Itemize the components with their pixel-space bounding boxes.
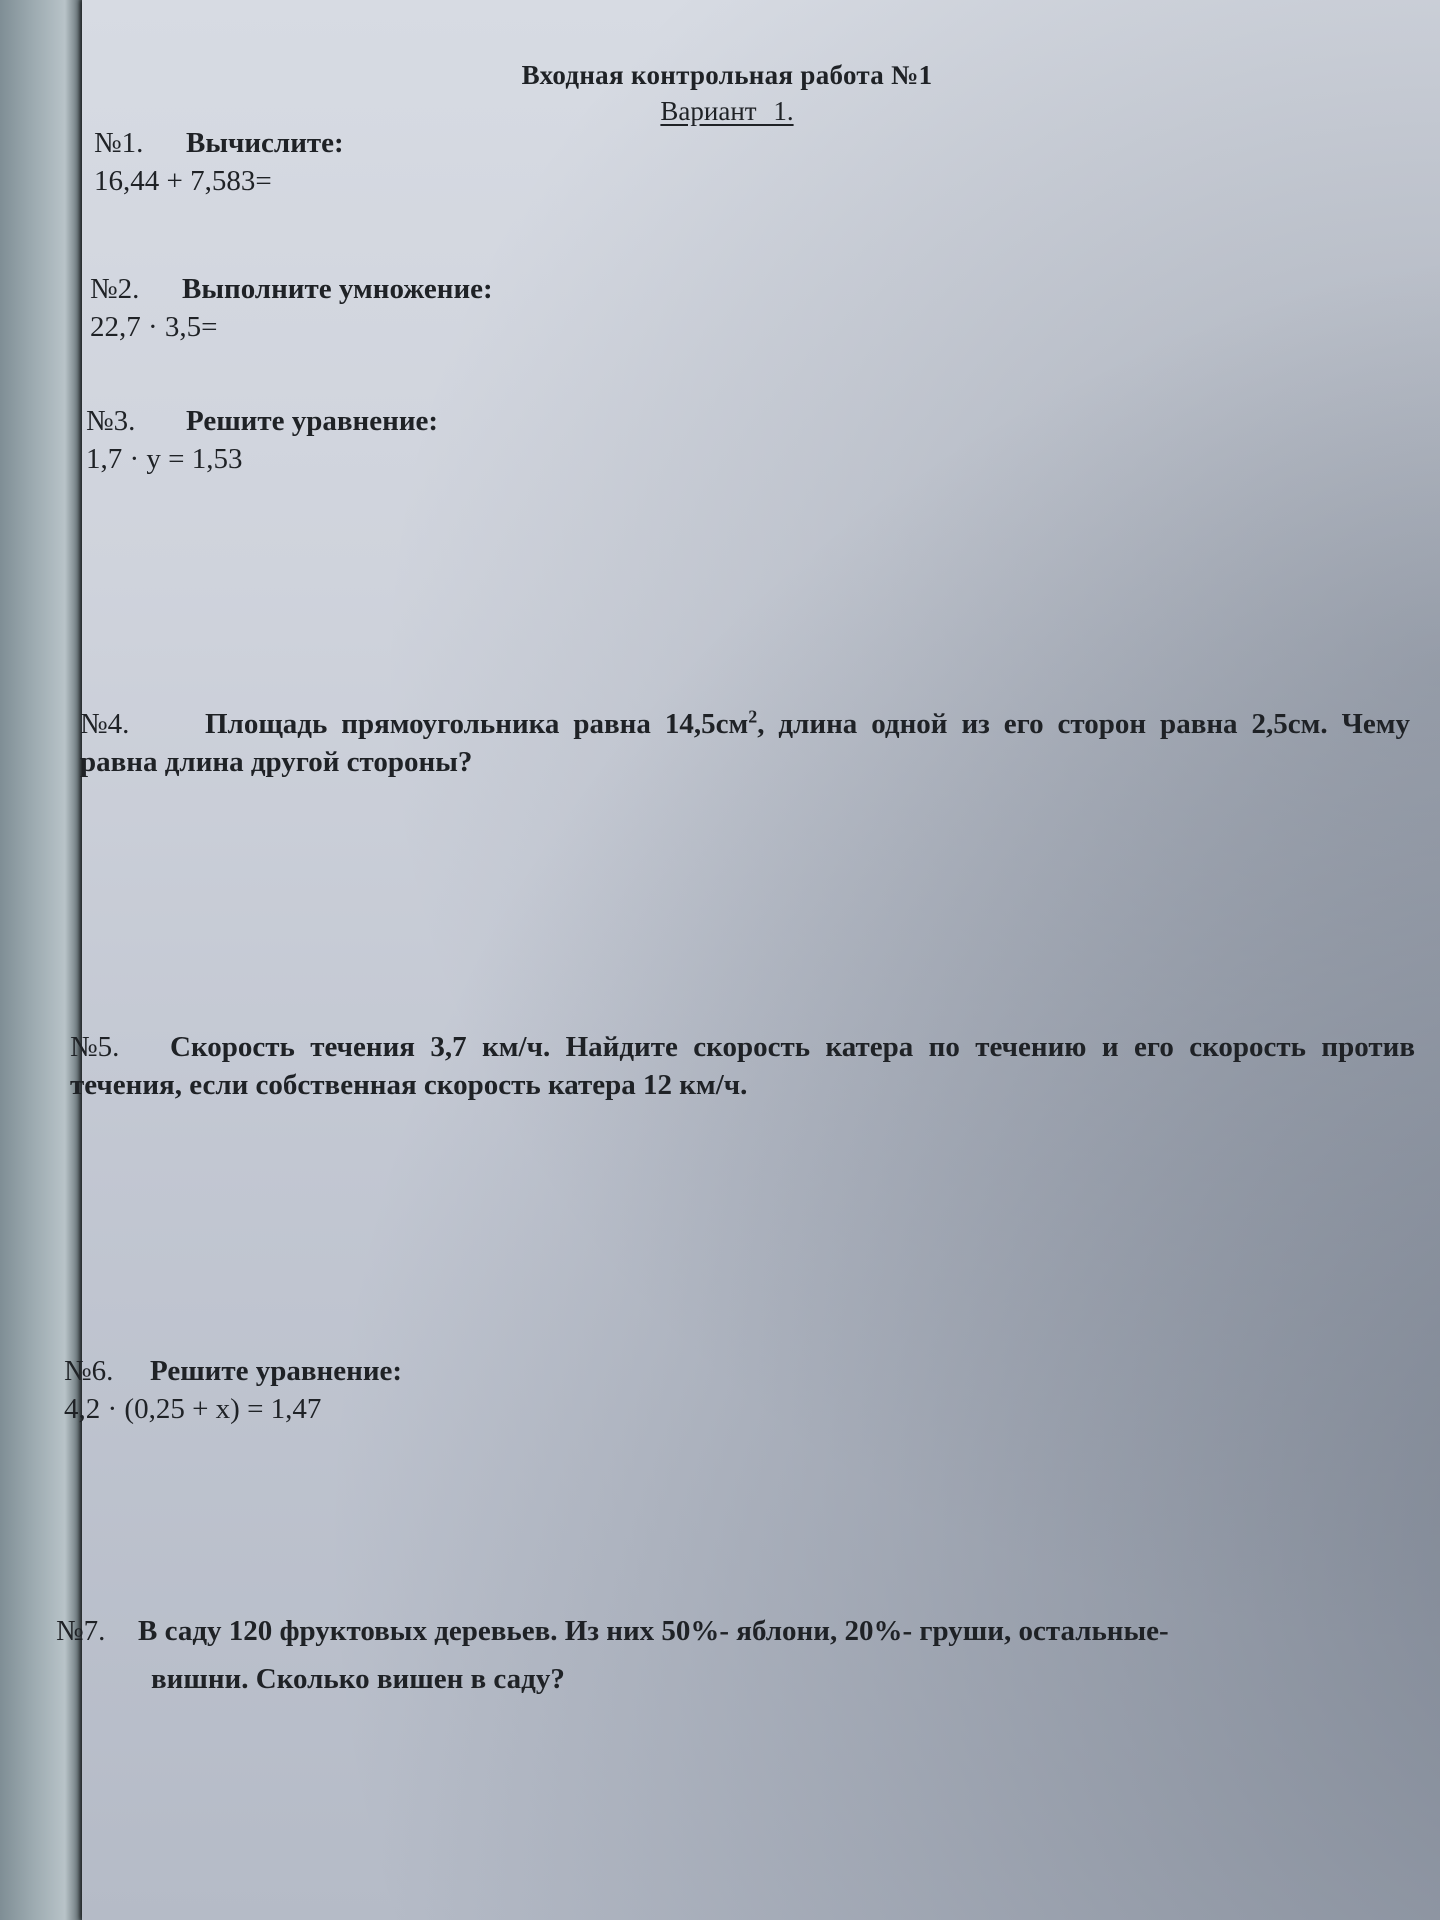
worksheet-page — [56, 0, 1440, 1920]
task-heading: Выполните умножение: — [182, 273, 493, 305]
task-text: Площадь прямоугольника равна 14,5см — [205, 708, 749, 740]
task-1 — [94, 124, 344, 200]
variant-label: Вариант 1. — [660, 96, 794, 126]
task-number: №1. — [94, 127, 144, 159]
document-title: Входная контрольная работа №1 — [521, 60, 933, 90]
task-heading: Решите уравнение: — [150, 1355, 403, 1387]
task-expression: 22,7 · 3,5= — [90, 311, 218, 343]
task-expression: 1,7 · y = 1,53 — [86, 443, 243, 475]
task-4 — [80, 705, 1410, 781]
task-2 — [90, 270, 493, 346]
task-expression: 16,44 + 7,583= — [94, 165, 272, 197]
task-number: №4. — [80, 708, 130, 740]
task-number: №2. — [90, 273, 140, 305]
task-number: №3. — [86, 405, 136, 437]
task-text-line-2: вишни. Сколько вишен в саду? — [151, 1663, 565, 1695]
task-7 — [56, 1612, 1416, 1698]
task-text-continued: , длина одной из его сторон равна 2,5см. Чему равна длина другой стороны? — [80, 708, 1410, 778]
task-number: №7. — [56, 1615, 106, 1647]
task-number: №6. — [64, 1355, 114, 1387]
task-text: В саду 120 фруктовых деревьев. Из них 50%- яблони, 20%- груши, остальные- — [138, 1615, 1169, 1647]
task-heading: Решите уравнение: — [186, 405, 439, 437]
task-5 — [70, 1028, 1415, 1104]
task-number: №5. — [70, 1031, 120, 1063]
task-text: Скорость течения 3,7 км/ч. Найдите скорость катера по течению и его скорость против течения, если собственная скорость катера 12 км/ч. — [70, 1031, 1415, 1101]
superscript: 2 — [748, 706, 758, 727]
task-heading: Вычислите: — [186, 127, 344, 159]
task-3 — [86, 402, 438, 478]
task-6 — [64, 1352, 402, 1428]
task-expression: 4,2 · (0,25 + x) = 1,47 — [64, 1393, 322, 1425]
